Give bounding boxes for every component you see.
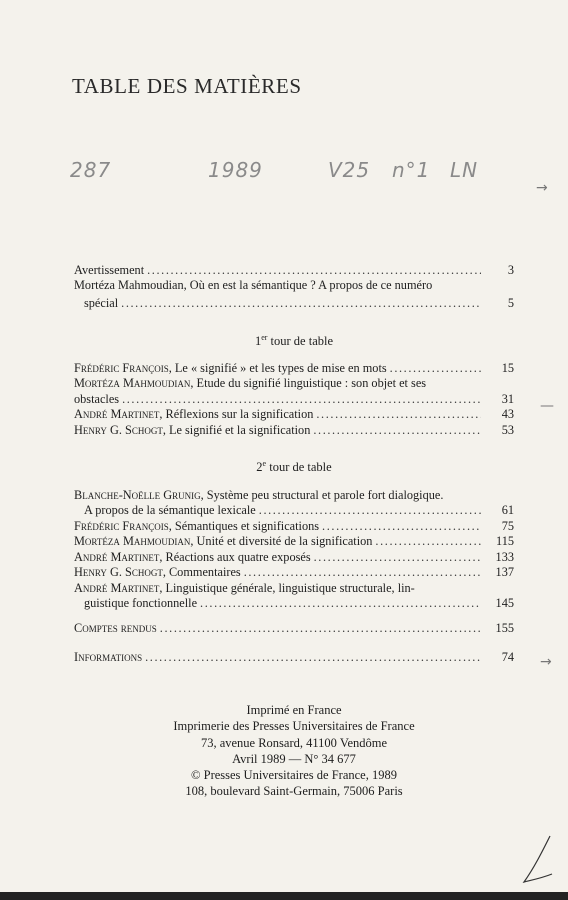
toc-entry: Frédéric François, Sémantiques et significations ..... 75	[74, 518, 514, 534]
toc-entry: Mortéza Mahmoudian, Où en est la sémantique ? A propos de ce numéro	[74, 278, 433, 292]
page-title: TABLE DES MATIÈRES	[72, 74, 302, 98]
imprint-block	[74, 702, 514, 800]
toc-intro	[74, 262, 514, 311]
toc-entry: Blanche-Noëlle Grunig, Système peu structural et parole fort dialogique.	[74, 487, 444, 502]
imprint-line: Avril 1989 — N° 34 677	[232, 751, 356, 766]
handwritten-note: V25	[328, 158, 371, 182]
toc-entry-continuation: guistique fonctionnelle ..... 145	[74, 596, 514, 612]
toc-comptes-rendus	[74, 620, 514, 636]
section-heading-2: 2e tour de table	[256, 459, 332, 475]
toc-entry-continuation: obstacles ..... 31	[74, 391, 514, 407]
toc-entry: Avertissement ..... 3	[74, 262, 514, 278]
toc-entry-continuation: spécial ..... 5	[74, 295, 514, 311]
toc-entry-continuation: A propos de la sémantique lexicale ..... 61	[74, 503, 514, 519]
toc-entry: Mortéza Mahmoudian, Etude du signifié linguistique : son objet et ses	[74, 376, 427, 390]
toc-entry: Henry G. Schogt, Le signifié et la signification ..... 53	[74, 422, 514, 438]
handwritten-note: 1989	[208, 158, 263, 182]
imprint-line: 73, avenue Ronsard, 41100 Vendôme	[200, 735, 388, 750]
imprint-line: Imprimerie des Presses Universitaires de France	[173, 719, 415, 734]
toc-section-1	[74, 360, 514, 438]
toc-entry: André Martinet, Réflexions sur la signification ..... 43	[74, 407, 514, 423]
handwritten-note: 287	[70, 158, 112, 182]
toc-entry: Comptes rendus ..... 155	[74, 620, 514, 636]
section-heading-1: 1er tour de table	[254, 333, 334, 349]
toc-entry: André Martinet, Linguistique générale, linguistique structurale, lin-	[74, 580, 415, 595]
toc-entry: Mortéza Mahmoudian, Unité et diversité de la signification ..... 115	[74, 534, 514, 550]
imprint-line: Imprimé en France	[246, 703, 342, 717]
imprint-line: 108, boulevard Saint-Germain, 75006 Paris	[185, 784, 403, 799]
toc-section-2	[74, 487, 514, 611]
handwritten-note: LN	[450, 158, 479, 182]
page-curl-icon	[520, 834, 554, 886]
handwritten-note: n°1	[392, 158, 431, 182]
imprint-line: © Presses Universitaires de France, 1989	[191, 768, 397, 783]
margin-mark-icon: →	[536, 180, 548, 196]
toc-entry: Henry G. Schogt, Commentaires ..... 137	[74, 565, 514, 581]
toc-entry: André Martinet, Réactions aux quatre exposés ..... 133	[74, 549, 514, 565]
toc-entry: Frédéric François, Le « signifié » et les types de mise en mots ..... 15	[74, 360, 514, 376]
toc-informations	[74, 649, 514, 665]
scan-edge	[0, 892, 568, 900]
margin-mark-icon: →	[540, 654, 552, 670]
margin-mark-icon: —	[540, 398, 554, 414]
toc-entry: Informations ..... 74	[74, 649, 514, 665]
